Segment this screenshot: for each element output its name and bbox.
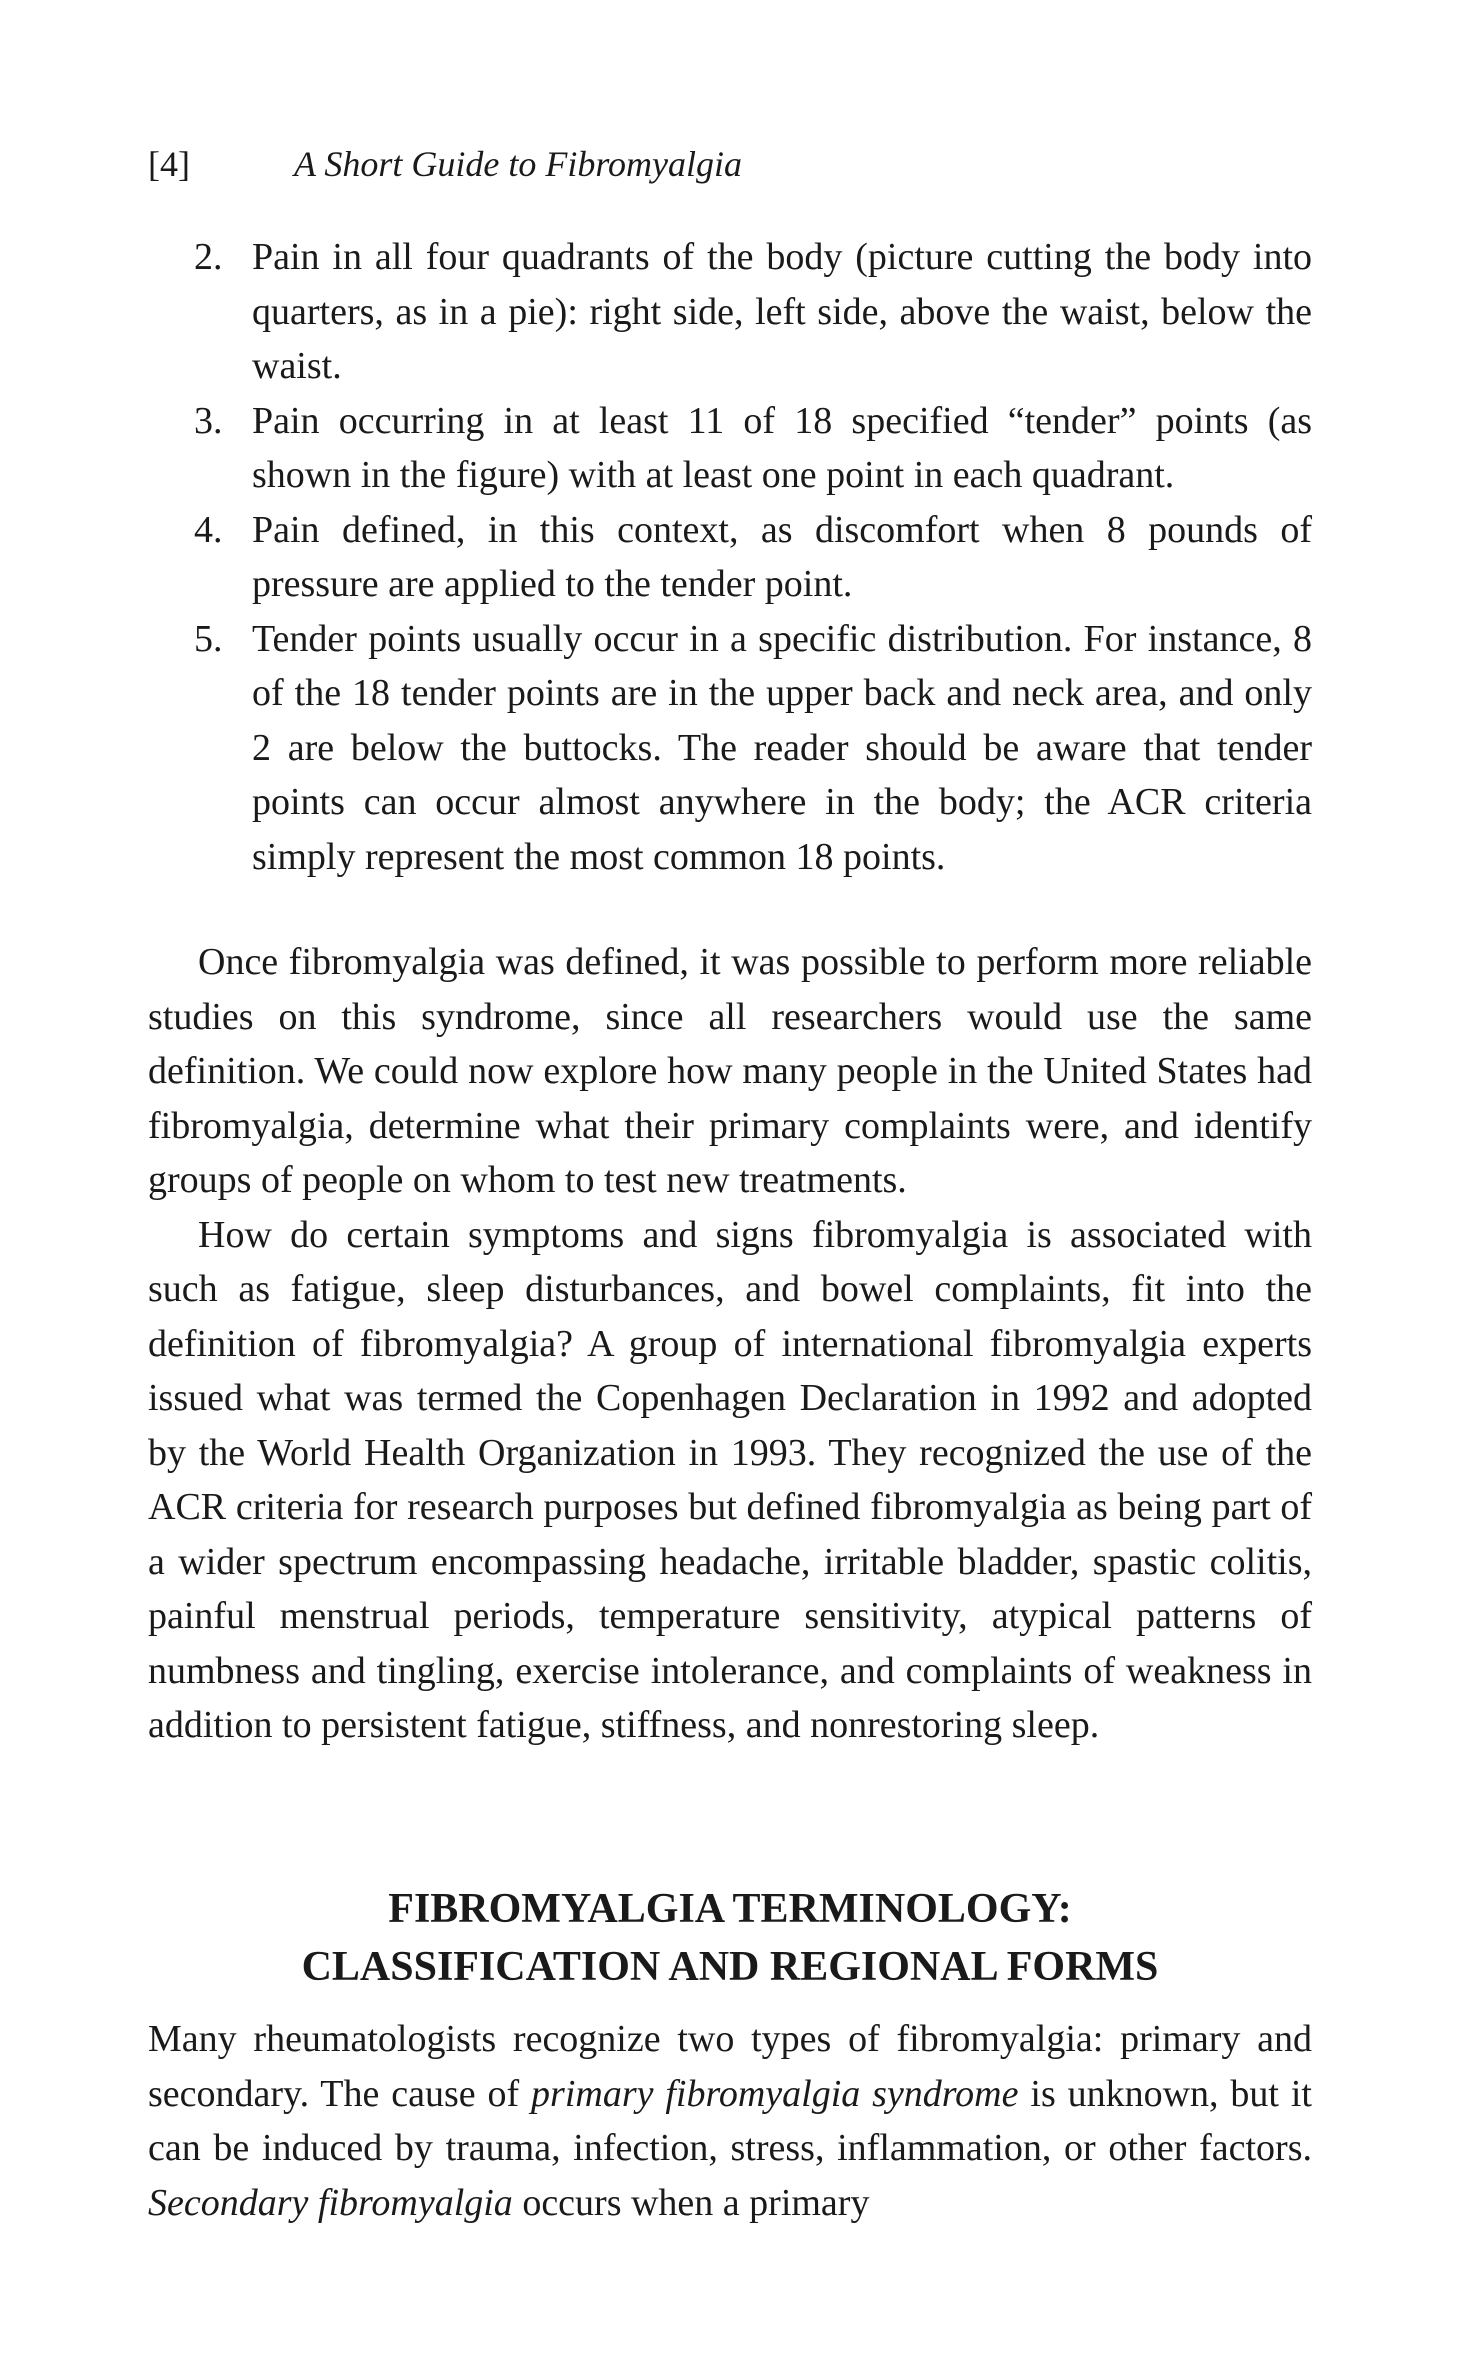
paragraph-text: occurs when a primary [512,2181,870,2224]
list-item-number: 2. [194,236,223,278]
list-item-text: Pain in all four quadrants of the body (picture cutting the body into quarters, as in a pie): right side, left side, above the waist, below the waist. [252,236,1312,387]
list-item-number: 5. [194,617,223,660]
paragraph-text: is unknown, but it can be induced by trauma, infection, stress, inflammation, or other factors. [148,2072,1312,2169]
list-item-number: 3. [194,399,223,442]
paragraph-text: Many rheumatologists recognize two types of fibromyalgia: primary and secondary. The cause of [148,2018,1312,2115]
list-item [194,230,1312,394]
criteria-list [194,230,1312,884]
list-item-number: 4. [194,508,223,551]
paragraph: Once fibromyalgia was defined, it was possible to perform more reliable studies on this syndrome, since all researchers would use the same definition. We could now explore how many people in the United States had fibromyalgia, determine what their primary complaints were, and identify groups of people on whom to test new treatments. [148,941,1312,1201]
term-primary-fibromyalgia: primary fibromyalgia syndrome [531,2072,1019,2115]
list-item [194,612,1312,885]
section-heading-line1: FIBROMYALGIA TERMINOLOGY: [388,1886,1072,1932]
section-body [148,2012,1312,2230]
paragraph [148,2012,1312,2230]
body-text [148,935,1312,1753]
running-head [148,142,742,186]
list-item-text: Pain occurring in at least 11 of 18 specified “tender” points (as shown in the figure) with at least one point in each quadrant. [252,399,1312,496]
section-heading [148,1880,1312,1996]
list-item [194,503,1312,612]
section-heading-line2: CLASSIFICATION AND REGIONAL FORMS [301,1944,1159,1990]
list-item-text: Tender points usually occur in a specific distribution. For instance, 8 of the 18 tender points are in the upper back and neck area, and only 2 are below the buttocks. The reader should be aware that tender points can occur almost anywhere in the body; the ACR criteria simply represent the most common 18 points. [252,617,1312,878]
page-number: [4] [148,144,190,184]
book-title: A Short Guide to Fibromyalgia [294,144,742,184]
paragraph: How do certain symptoms and signs fibromyalgia is associated with such as fatigue, sleep disturbances, and bowel complaints, fit into the definition of fibromyalgia? A group of international fibromyalgia experts issued what was termed the Copenhagen Declaration in 1992 and adopted by the World Health Organization in 1993. They recognized the use of the ACR criteria for research purposes but defined fibromyalgia as being part of a wider spectrum encompassing headache, irritable bladder, spastic colitis, painful menstrual periods, temperature sensitivity, atypical patterns of numbness and tingling, exercise intolerance, and complaints of weakness in addition to persistent fatigue, stiffness, and nonrestoring sleep. [148,1213,1312,1746]
list-item-text: Pain defined, in this context, as discomfort when 8 pounds of pressure are applied to the tender point. [252,508,1312,605]
term-secondary-fibromyalgia: Secondary fibromyalgia [148,2181,513,2224]
list-item [194,394,1312,503]
